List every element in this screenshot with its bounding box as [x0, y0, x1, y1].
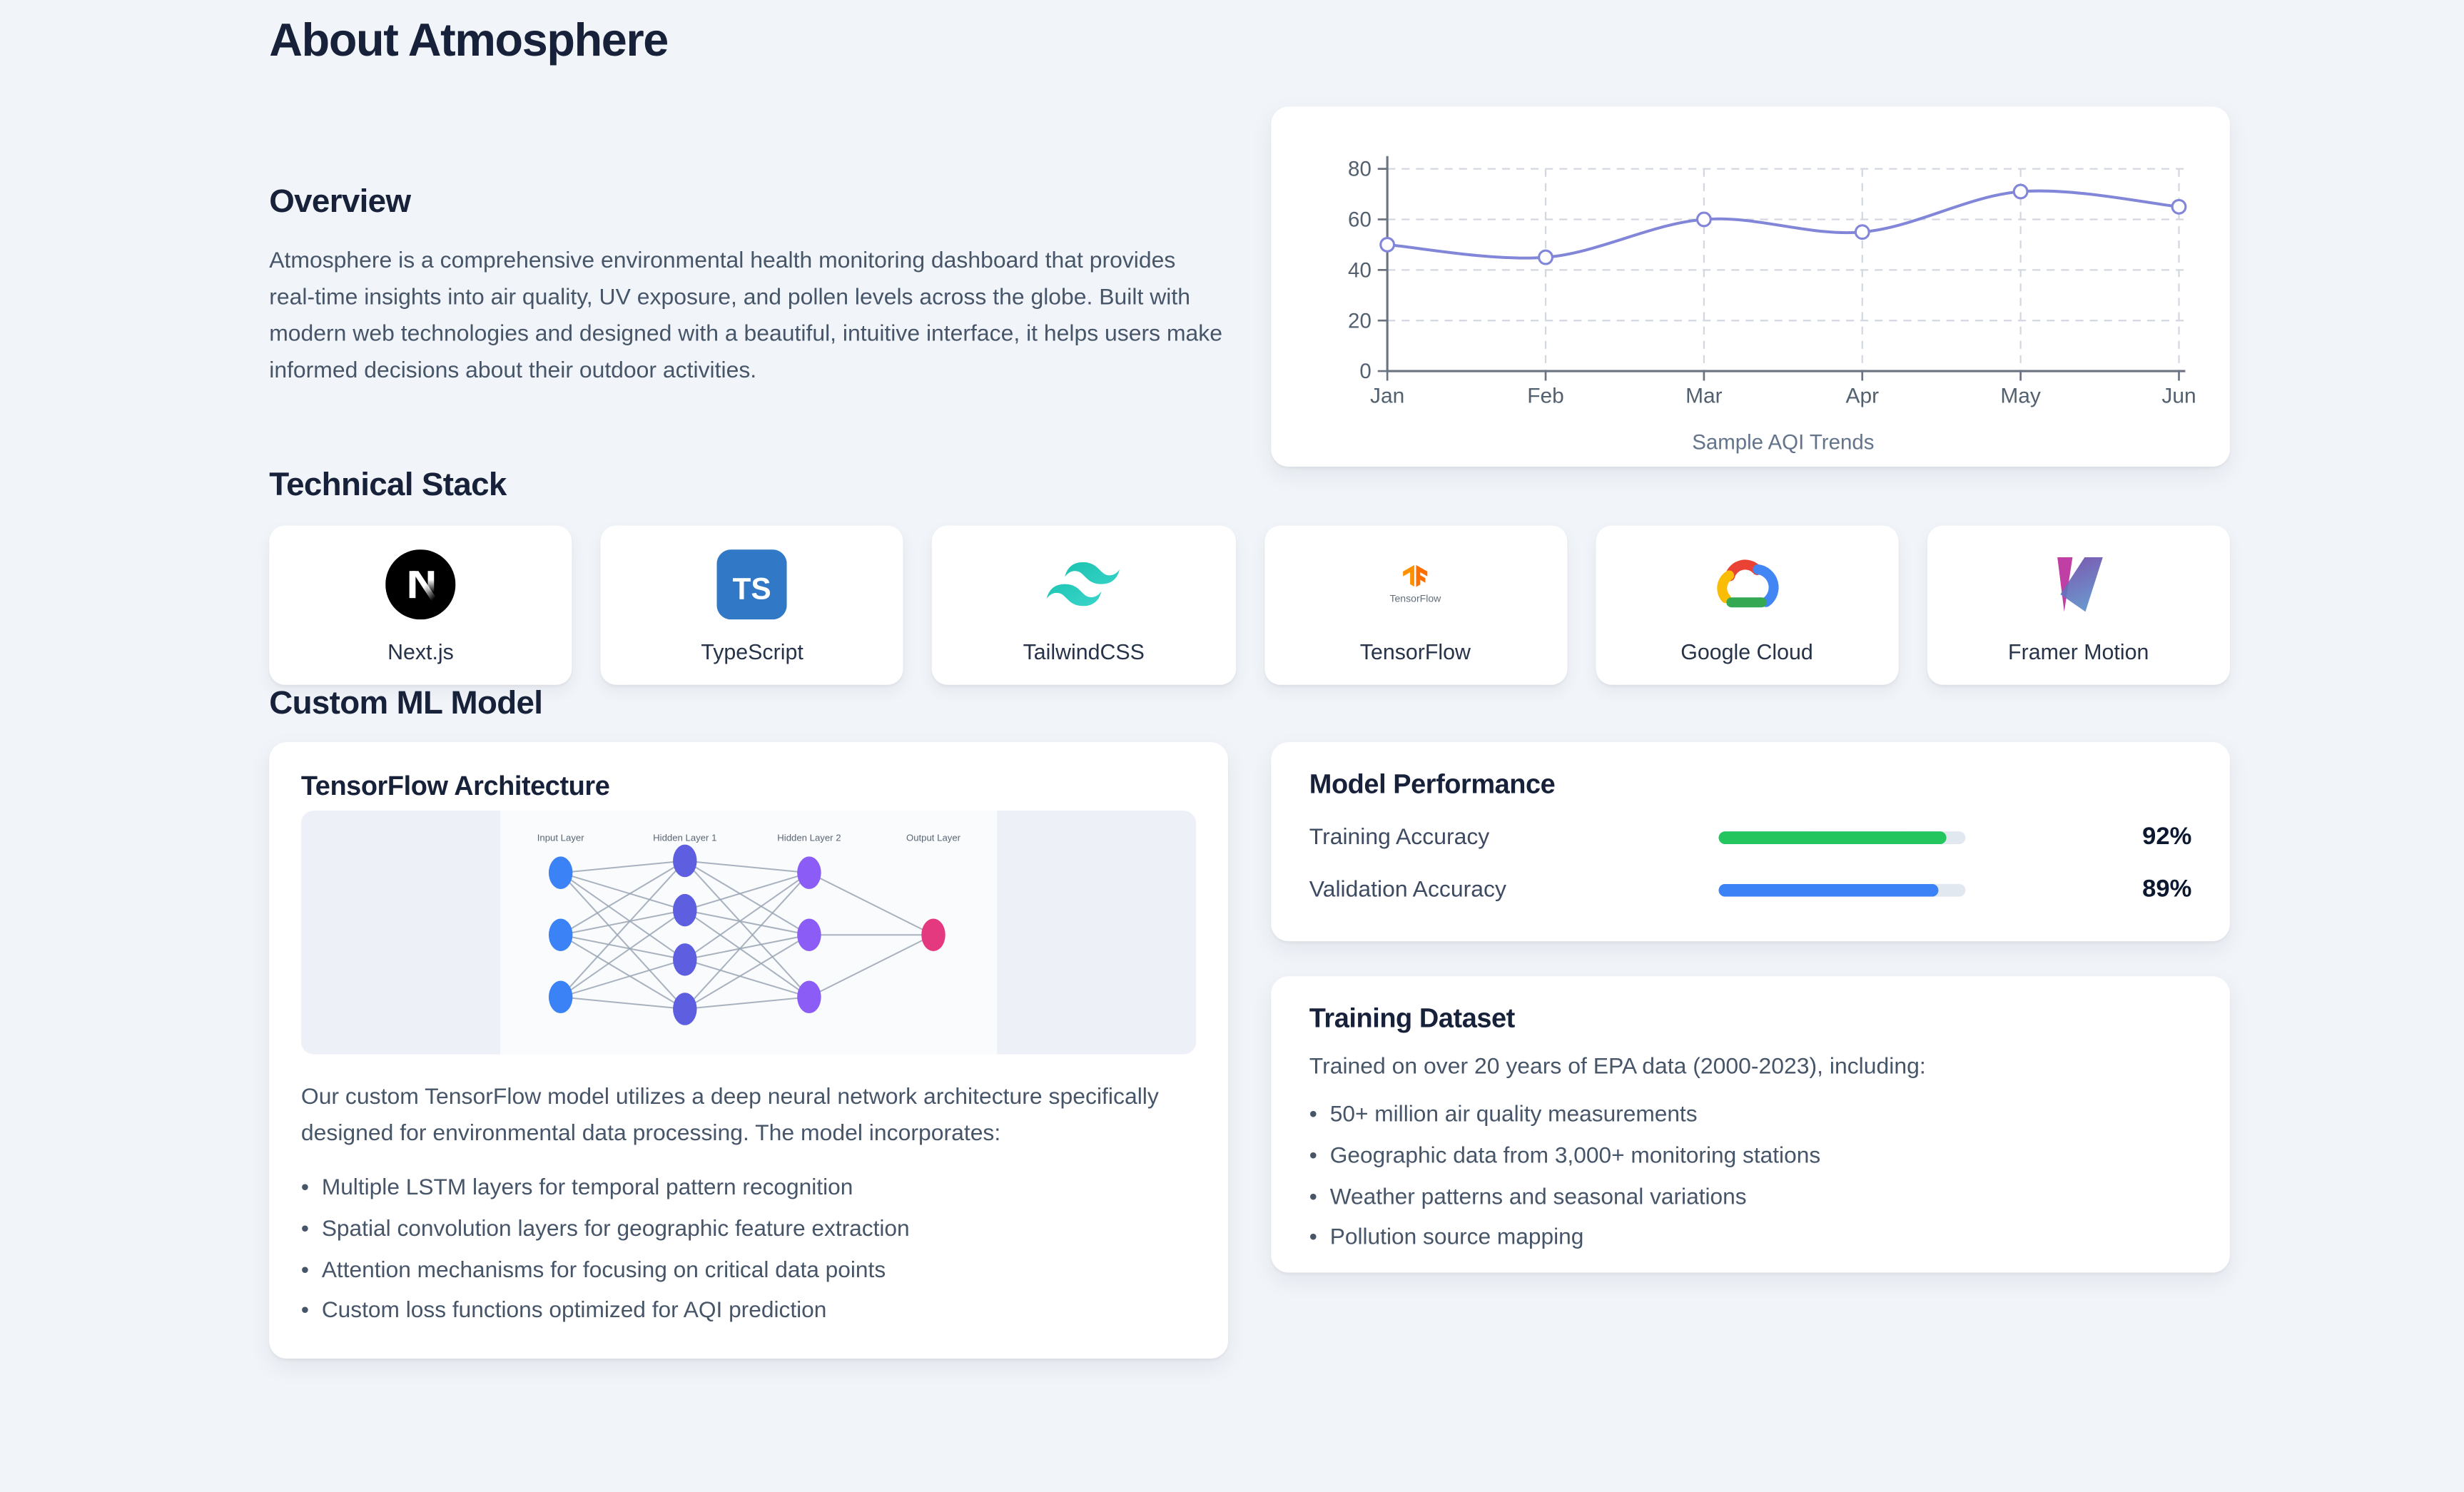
performance-rows — [1309, 822, 2192, 906]
tech-card-label: Next.js — [387, 640, 454, 664]
dataset-title: Training Dataset — [1309, 1003, 1515, 1034]
intro-row — [269, 107, 2230, 467]
svg-text:Apr: Apr — [1845, 384, 1880, 408]
list-item: • Custom loss functions optimized for AQI prediction — [301, 1292, 1196, 1334]
tech-card-label: TensorFlow — [1359, 640, 1471, 664]
progress-bar-fill — [1718, 831, 1945, 844]
progress-bar-track — [1718, 884, 1965, 897]
tech-stack-heading: Technical Stack — [269, 467, 507, 504]
svg-text:Hidden Layer 2: Hidden Layer 2 — [777, 832, 841, 843]
tech-card-typescript — [601, 526, 903, 685]
performance-title: Model Performance — [1309, 769, 1556, 800]
tailwindcss-icon — [1047, 547, 1120, 623]
svg-text:Feb: Feb — [1527, 384, 1564, 408]
svg-text:60: 60 — [1348, 208, 1372, 232]
ml-row — [269, 742, 2230, 1359]
architecture-title: TensorFlow Architecture — [300, 771, 610, 801]
metric-label: Validation Accuracy — [1309, 877, 1506, 903]
tech-card-label: TypeScript — [701, 640, 803, 664]
typescript-icon — [717, 547, 787, 623]
overview-section — [269, 183, 1228, 391]
nn-diagram — [500, 811, 997, 1055]
list-item: • Spatial convolution layers for geographic feature extraction — [301, 1210, 1196, 1252]
list-item: • Multiple LSTM layers for temporal pattern recognition — [301, 1169, 1196, 1210]
metric-value: 89% — [2142, 876, 2192, 903]
svg-text:40: 40 — [1348, 258, 1372, 283]
list-item: • Pollution source mapping — [1309, 1219, 2192, 1260]
svg-text:20: 20 — [1348, 309, 1372, 333]
svg-text:Hidden Layer 1: Hidden Layer 1 — [653, 832, 717, 843]
tensorflow-icon — [1389, 547, 1441, 623]
aqi-trends-card — [1271, 107, 2230, 467]
svg-text:Mar: Mar — [1685, 384, 1723, 408]
overview-heading: Overview — [269, 182, 411, 220]
metric-value: 92% — [2142, 823, 2192, 851]
tensorflow-architecture-card — [269, 742, 1228, 1359]
progress-bar-track — [1718, 831, 1965, 844]
model-performance-card — [1271, 742, 2230, 941]
architecture-body: Our custom TensorFlow model utilizes a deep neural network architecture specifically designed for environmental data processing. The model incorporates: — [300, 1085, 1159, 1146]
svg-text:Jan: Jan — [1370, 384, 1405, 408]
tech-card-googlecloud — [1596, 526, 1898, 685]
tensorflow-wordmark: TensorFlow — [1389, 594, 1441, 606]
tech-card-tailwindcss — [933, 526, 1235, 685]
svg-text:0: 0 — [1359, 360, 1372, 384]
svg-text:Output Layer: Output Layer — [906, 832, 961, 843]
tech-card-nextjs — [269, 526, 572, 685]
list-item: • Attention mechanisms for focusing on critical data points — [301, 1252, 1196, 1293]
svg-text:Jun: Jun — [2161, 384, 2196, 408]
tech-card-label: Google Cloud — [1680, 640, 1813, 664]
overview-body: Atmosphere is a comprehensive environmental health monitoring dashboard that provides real-time insights into air quality, UV exposure, and pollen levels across the globe. Built with modern web technologies and designed with a beautiful, intuitive interface, it helps users make informed decisions about their outdoor activities. — [269, 248, 1223, 385]
list-item: • Weather patterns and seasonal variations — [1309, 1178, 2192, 1219]
ml-heading: Custom ML Model — [269, 684, 543, 722]
progress-bar-fill — [1718, 884, 1938, 897]
tech-card-framermotion — [1927, 526, 2229, 685]
svg-text:80: 80 — [1348, 157, 1372, 181]
list-item: • Geographic data from 3,000+ monitoring stations — [1309, 1137, 2192, 1178]
performance-row — [1309, 822, 2192, 854]
chart-caption: Sample AQI Trends — [1692, 430, 1875, 455]
nextjs-icon — [385, 547, 455, 623]
training-dataset-card — [1271, 976, 2230, 1272]
ml-right-column — [1271, 742, 2230, 1272]
dataset-intro: Trained on over 20 years of EPA data (2000-2023), including: — [1309, 1054, 1926, 1080]
svg-text:TS: TS — [732, 572, 772, 606]
tech-card-tensorflow — [1264, 526, 1566, 685]
nn-diagram-svg — [500, 811, 997, 1055]
nn-diagram-container — [301, 811, 1196, 1055]
architecture-bullet-list — [301, 1169, 1196, 1333]
svg-text:May: May — [2000, 384, 2041, 408]
aqi-chart[interactable] — [1271, 119, 2230, 415]
metric-label: Training Accuracy — [1309, 825, 1490, 851]
tech-card-label: Framer Motion — [2008, 640, 2149, 664]
svg-text:Input Layer: Input Layer — [537, 832, 584, 843]
tech-grid — [269, 526, 2230, 685]
performance-row — [1309, 874, 2192, 906]
tech-card-label: TailwindCSS — [1023, 640, 1145, 664]
dataset-bullet-list — [1309, 1096, 2192, 1260]
list-item: • 50+ million air quality measurements — [1309, 1096, 2192, 1137]
page-title: About Atmosphere — [269, 16, 668, 67]
googlecloud-icon — [1710, 547, 1784, 623]
framermotion-icon — [2048, 547, 2109, 623]
